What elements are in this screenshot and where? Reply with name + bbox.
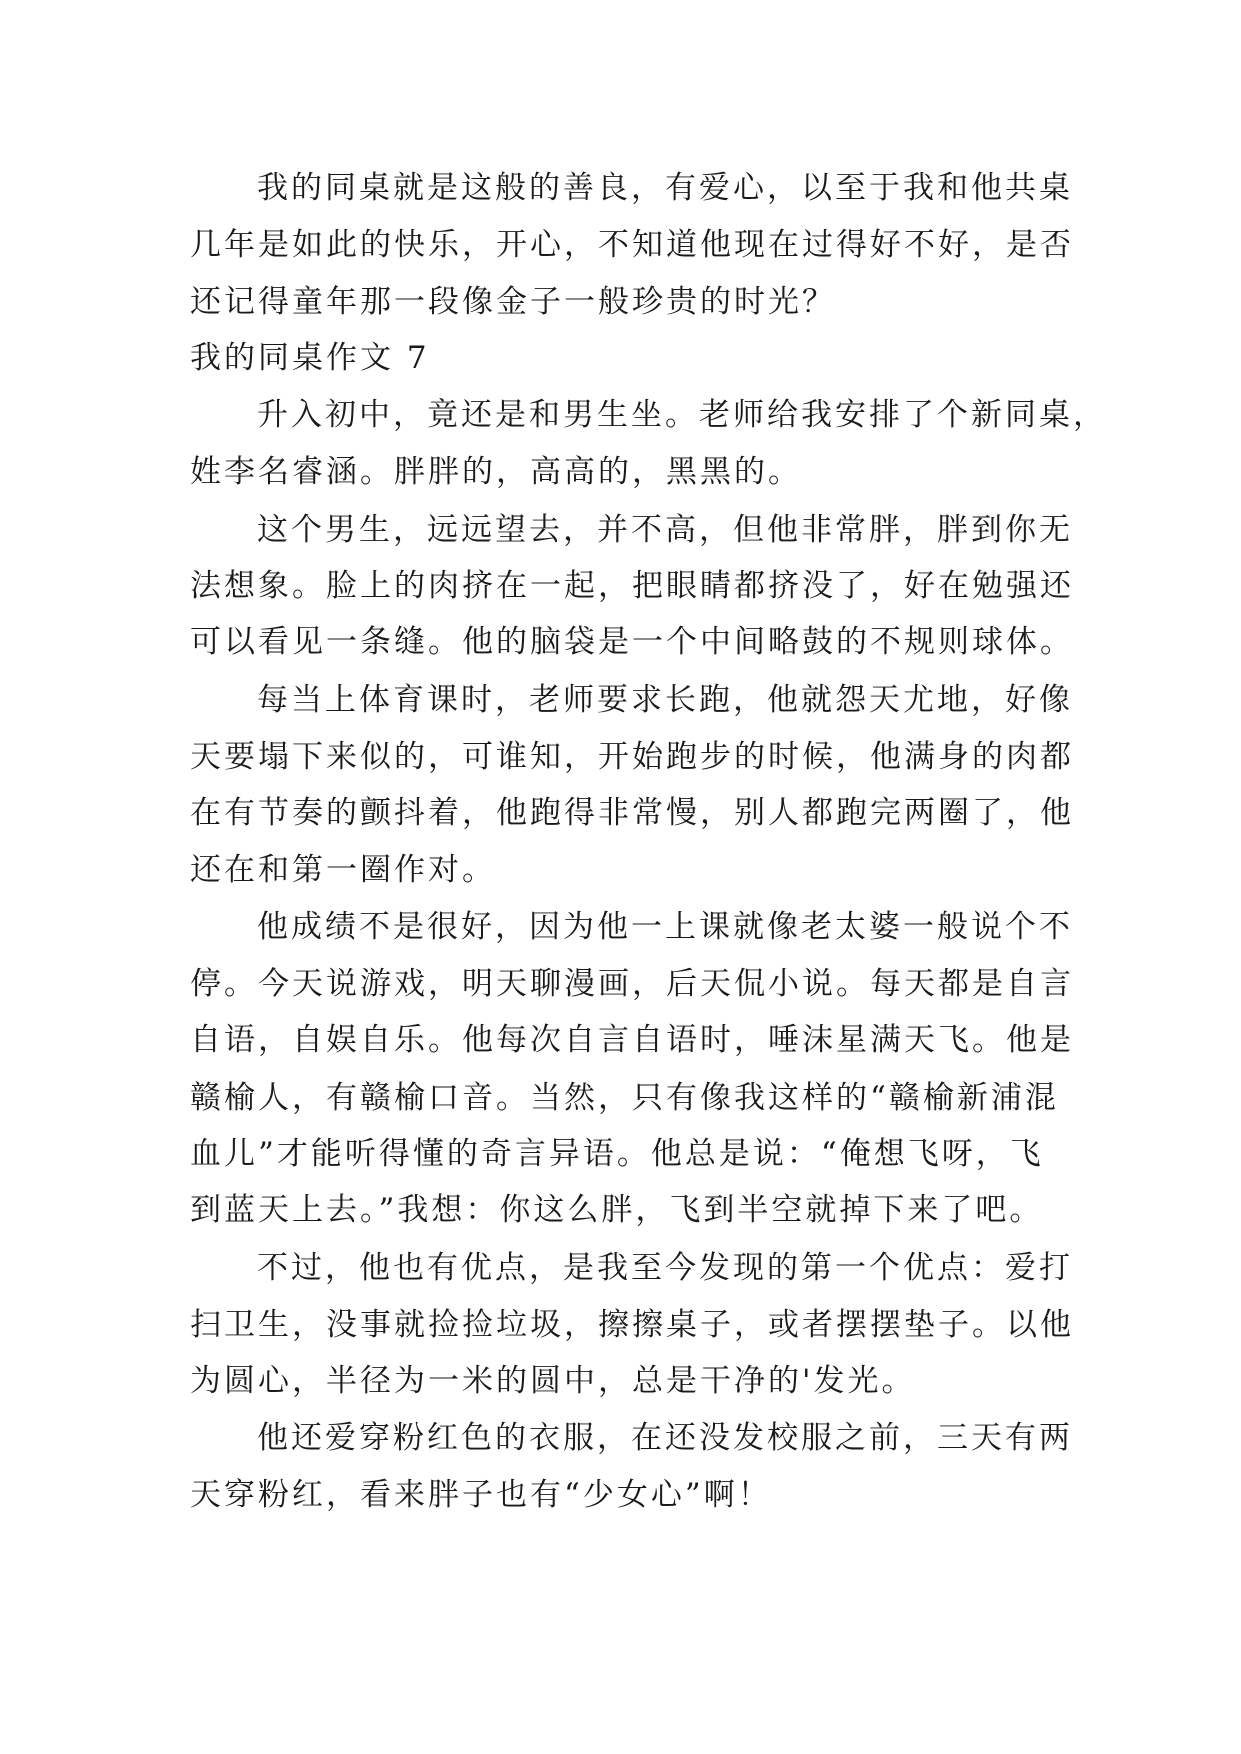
text-line: 天要塌下来似的，可谁知，开始跑步的时候，他满身的肉都 bbox=[190, 739, 1074, 775]
text-line: 不过，他也有优点，是我至今发现的第一个优点：爱打 bbox=[257, 1250, 1073, 1286]
text-line: 到蓝天上去。”我想：你这么胖，飞到半空就掉下来了吧。 bbox=[190, 1192, 1044, 1228]
text-line: 血儿”才能听得懂的奇言异语。他总是说：“俺想飞呀，飞 bbox=[190, 1136, 1044, 1172]
text-line: 法想象。脸上的肉挤在一起，把眼睛都挤没了，好在勉强还 bbox=[190, 568, 1074, 604]
text-line: 每当上体育课时，老师要求长跑，他就怨天尤地，好像 bbox=[257, 682, 1073, 718]
text-line: 他还爱穿粉红色的衣服，在还没发校服之前，三天有两 bbox=[257, 1420, 1073, 1456]
text-line: 为圆心，半径为一米的圆中，总是干净的'发光。 bbox=[190, 1363, 916, 1399]
text-line: 几年是如此的快乐，开心，不知道他现在过得好不好，是否 bbox=[190, 227, 1074, 263]
text-line: 天穿粉红，看来胖子也有“少女心”啊！ bbox=[190, 1477, 772, 1513]
text-line: 还记得童年那一段像金子一般珍贵的时光？ bbox=[190, 284, 836, 320]
text-line: 在有节奏的颤抖着，他跑得非常慢，别人都跑完两圈了，他 bbox=[190, 795, 1074, 831]
text-line: 扫卫生，没事就捡捡垃圾，擦擦桌子，或者摆摆垫子。以他 bbox=[190, 1307, 1074, 1343]
text-line: 他成绩不是很好，因为他一上课就像老太婆一般说个不 bbox=[257, 909, 1073, 945]
text-line: 这个男生，远远望去，并不高，但他非常胖，胖到你无 bbox=[257, 512, 1073, 548]
section-heading: 我的同桌作文 7 bbox=[190, 340, 430, 376]
text-line: 姓李名睿涵。胖胖的，高高的，黑黑的。 bbox=[190, 454, 802, 490]
text-line: 自语，自娱自乐。他每次自言自语时，唾沫星满天飞。他是 bbox=[190, 1022, 1074, 1058]
text-line: 停。今天说游戏，明天聊漫画，后天侃小说。每天都是自言 bbox=[190, 966, 1074, 1002]
text-line: 赣榆人，有赣榆口音。当然，只有像我这样的“赣榆新浦混 bbox=[190, 1080, 1059, 1116]
text-line: 还在和第一圈作对。 bbox=[190, 852, 496, 888]
text-line: 我的同桌就是这般的善良，有爱心，以至于我和他共桌 bbox=[257, 170, 1073, 206]
text-line: 可以看见一条缝。他的脑袋是一个中间略鼓的不规则球体。 bbox=[190, 624, 1074, 660]
text-line: 升入初中，竟还是和男生坐。老师给我安排了个新同桌， bbox=[257, 397, 1107, 433]
